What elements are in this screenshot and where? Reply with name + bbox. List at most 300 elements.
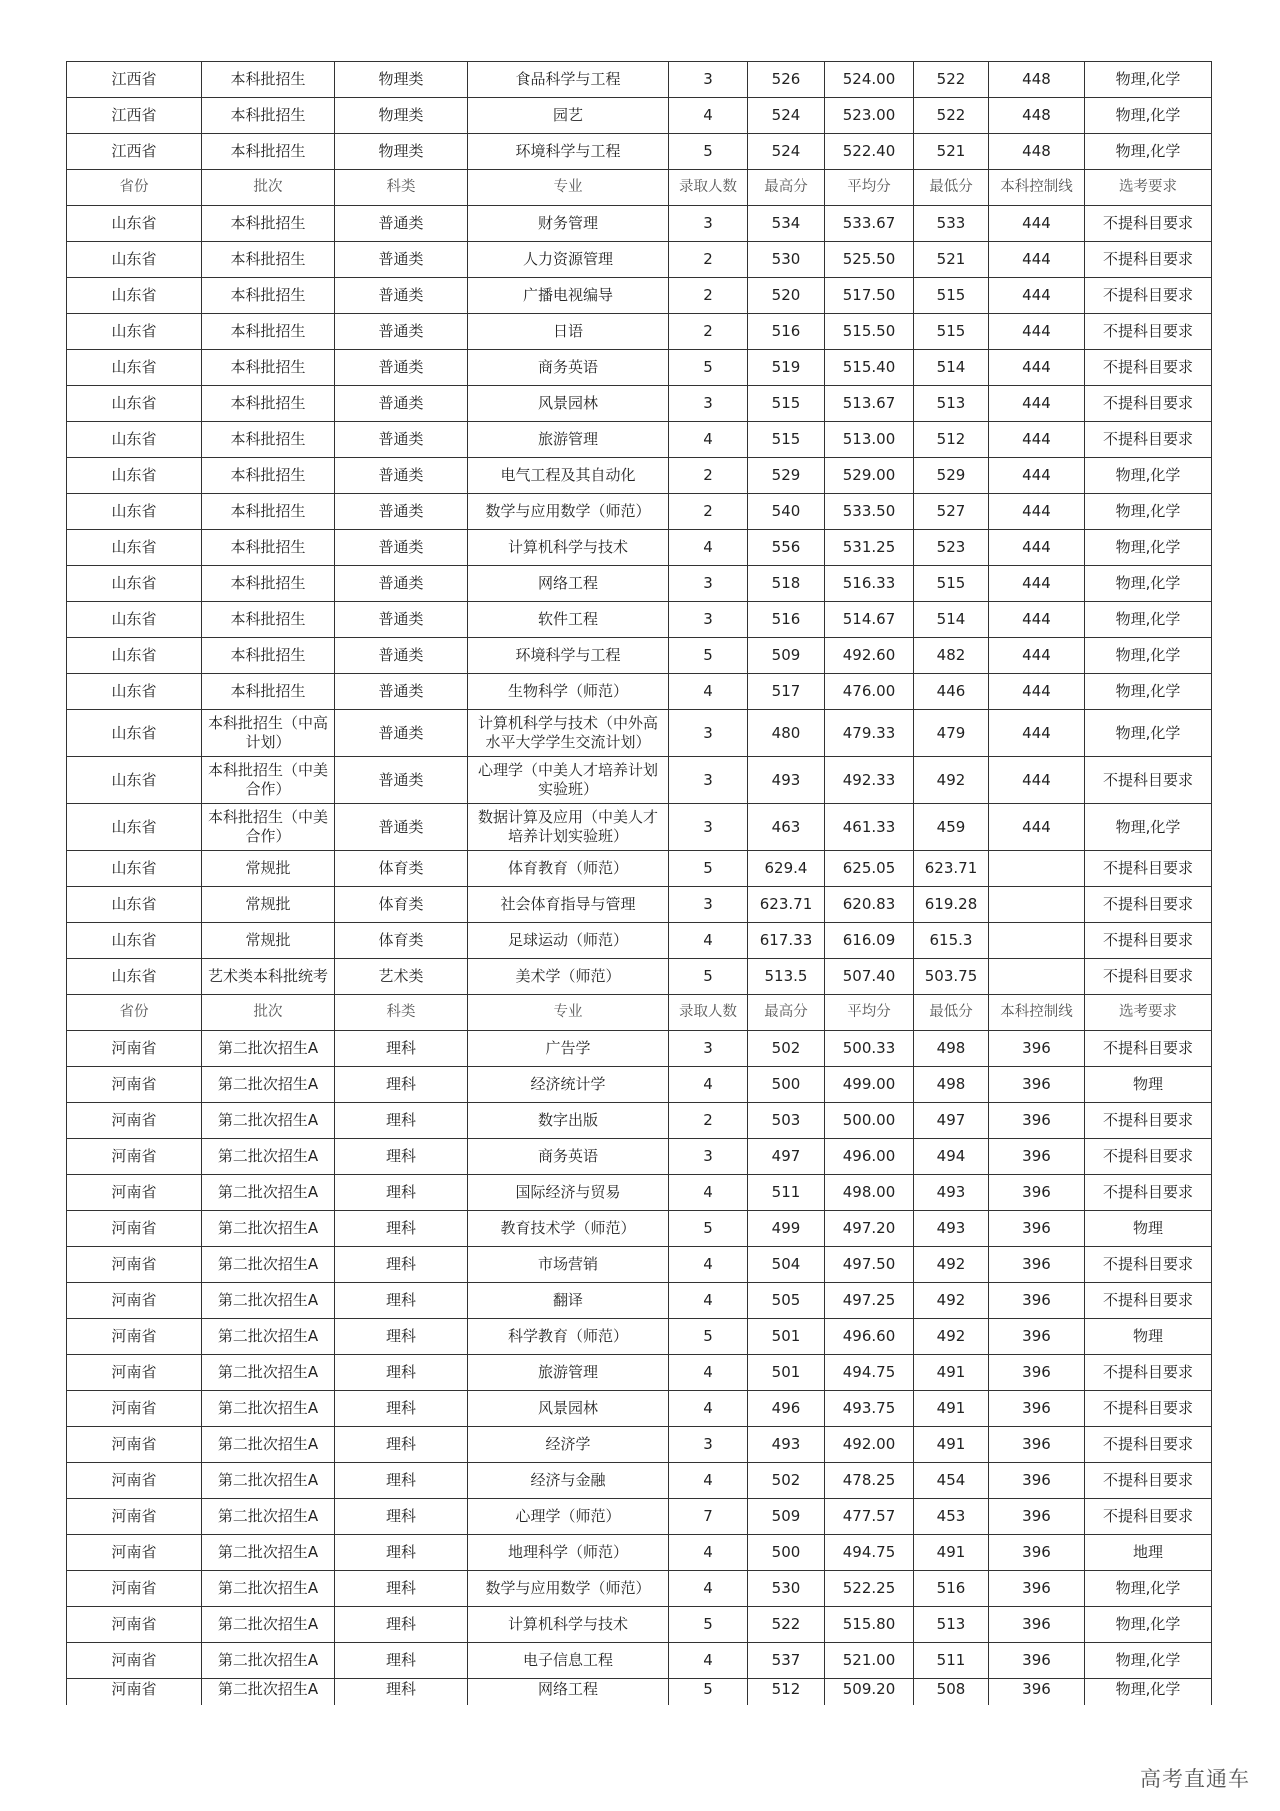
cell-avg-score: 513.00 bbox=[825, 422, 914, 458]
cell-max-score: 503 bbox=[748, 1103, 825, 1139]
cell-min-score: 491 bbox=[914, 1535, 989, 1571]
cell-category: 普通类 bbox=[335, 710, 468, 757]
watermark-text: 高考直通车 bbox=[1140, 1767, 1250, 1791]
table-row bbox=[67, 1319, 1212, 1355]
cell-major: 日语 bbox=[468, 314, 669, 350]
cell-avg-score: 516.33 bbox=[825, 566, 914, 602]
cell-major: 数据计算及应用（中美人才培养计划实验班） bbox=[468, 804, 669, 851]
cell-avg-score: 479.33 bbox=[825, 710, 914, 757]
cell-subject-requirement: 不提科目要求 bbox=[1085, 242, 1212, 278]
cell-category: 理科 bbox=[335, 1067, 468, 1103]
cell-admitted: 4 bbox=[669, 1643, 748, 1679]
cell-major: 市场营销 bbox=[468, 1247, 669, 1283]
cell-admitted: 3 bbox=[669, 386, 748, 422]
cell-admitted: 2 bbox=[669, 494, 748, 530]
cell-batch: 本科批招生（中美合作） bbox=[202, 804, 335, 851]
cell-batch: 本科批招生 bbox=[202, 242, 335, 278]
cell-min-score: 521 bbox=[914, 242, 989, 278]
cell-province: 河南省 bbox=[67, 1247, 202, 1283]
table-row bbox=[67, 959, 1212, 995]
cell-control-line: 396 bbox=[989, 1175, 1085, 1211]
cell-subject-requirement: 不提科目要求 bbox=[1085, 278, 1212, 314]
header-cell-category: 科类 bbox=[335, 170, 468, 206]
cell-category: 普通类 bbox=[335, 757, 468, 804]
cell-province: 河南省 bbox=[67, 1355, 202, 1391]
cell-province: 山东省 bbox=[67, 638, 202, 674]
table-header-row bbox=[67, 995, 1212, 1031]
table-row bbox=[67, 1175, 1212, 1211]
table-row bbox=[67, 134, 1212, 170]
cell-batch: 本科批招生 bbox=[202, 530, 335, 566]
cell-min-score: 493 bbox=[914, 1211, 989, 1247]
cell-subject-requirement: 不提科目要求 bbox=[1085, 1247, 1212, 1283]
cell-admitted: 3 bbox=[669, 1139, 748, 1175]
cell-category: 理科 bbox=[335, 1679, 468, 1705]
cell-category: 理科 bbox=[335, 1607, 468, 1643]
cell-category: 物理类 bbox=[335, 134, 468, 170]
cell-subject-requirement: 物理,化学 bbox=[1085, 674, 1212, 710]
cell-max-score: 516 bbox=[748, 314, 825, 350]
cell-batch: 本科批招生 bbox=[202, 674, 335, 710]
cell-subject-requirement: 物理 bbox=[1085, 1319, 1212, 1355]
cell-control-line: 444 bbox=[989, 278, 1085, 314]
cell-subject-requirement: 物理,化学 bbox=[1085, 458, 1212, 494]
cell-admitted: 4 bbox=[669, 1463, 748, 1499]
cell-admitted: 3 bbox=[669, 206, 748, 242]
cell-batch: 本科批招生 bbox=[202, 602, 335, 638]
cell-category: 理科 bbox=[335, 1427, 468, 1463]
table-row bbox=[67, 1463, 1212, 1499]
cell-batch: 第二批次招生A bbox=[202, 1067, 335, 1103]
cell-min-score: 623.71 bbox=[914, 851, 989, 887]
cell-subject-requirement: 物理,化学 bbox=[1085, 1571, 1212, 1607]
cell-max-score: 500 bbox=[748, 1535, 825, 1571]
cell-admitted: 4 bbox=[669, 1571, 748, 1607]
cell-major: 计算机科学与技术（中外高水平大学学生交流计划） bbox=[468, 710, 669, 757]
cell-major: 风景园林 bbox=[468, 386, 669, 422]
cell-avg-score: 461.33 bbox=[825, 804, 914, 851]
cell-admitted: 4 bbox=[669, 923, 748, 959]
cell-category: 物理类 bbox=[335, 62, 468, 98]
cell-control-line: 396 bbox=[989, 1319, 1085, 1355]
cell-control-line: 396 bbox=[989, 1031, 1085, 1067]
cell-batch: 第二批次招生A bbox=[202, 1103, 335, 1139]
cell-province: 河南省 bbox=[67, 1283, 202, 1319]
cell-min-score: 498 bbox=[914, 1031, 989, 1067]
table-row bbox=[67, 386, 1212, 422]
cell-province: 山东省 bbox=[67, 530, 202, 566]
cell-min-score: 454 bbox=[914, 1463, 989, 1499]
cell-min-score: 453 bbox=[914, 1499, 989, 1535]
cell-max-score: 499 bbox=[748, 1211, 825, 1247]
cell-major: 环境科学与工程 bbox=[468, 638, 669, 674]
cell-max-score: 526 bbox=[748, 62, 825, 98]
table-row bbox=[67, 98, 1212, 134]
cell-control-line: 444 bbox=[989, 566, 1085, 602]
cell-batch: 本科批招生 bbox=[202, 494, 335, 530]
cell-avg-score: 523.00 bbox=[825, 98, 914, 134]
cell-min-score: 459 bbox=[914, 804, 989, 851]
cell-category: 普通类 bbox=[335, 422, 468, 458]
cell-category: 理科 bbox=[335, 1139, 468, 1175]
cell-max-score: 524 bbox=[748, 134, 825, 170]
cell-subject-requirement: 物理,化学 bbox=[1085, 134, 1212, 170]
cell-min-score: 522 bbox=[914, 98, 989, 134]
cell-control-line: 448 bbox=[989, 62, 1085, 98]
cell-max-score: 509 bbox=[748, 1499, 825, 1535]
table-row bbox=[67, 1247, 1212, 1283]
header-cell-subject-requirement: 选考要求 bbox=[1085, 170, 1212, 206]
cell-max-score: 534 bbox=[748, 206, 825, 242]
cell-control-line: 396 bbox=[989, 1067, 1085, 1103]
cell-max-score: 502 bbox=[748, 1031, 825, 1067]
cell-min-score: 615.3 bbox=[914, 923, 989, 959]
cell-control-line: 396 bbox=[989, 1211, 1085, 1247]
cell-avg-score: 498.00 bbox=[825, 1175, 914, 1211]
cell-batch: 第二批次招生A bbox=[202, 1535, 335, 1571]
cell-control-line: 396 bbox=[989, 1139, 1085, 1175]
table-row bbox=[67, 242, 1212, 278]
cell-batch: 本科批招生（中高计划） bbox=[202, 710, 335, 757]
cell-category: 体育类 bbox=[335, 887, 468, 923]
cell-admitted: 3 bbox=[669, 710, 748, 757]
cell-avg-score: 616.09 bbox=[825, 923, 914, 959]
table-row bbox=[67, 278, 1212, 314]
cell-major: 教育技术学（师范） bbox=[468, 1211, 669, 1247]
cell-category: 普通类 bbox=[335, 530, 468, 566]
cell-admitted: 3 bbox=[669, 602, 748, 638]
cell-max-score: 516 bbox=[748, 602, 825, 638]
cell-batch: 本科批招生 bbox=[202, 386, 335, 422]
cell-batch: 第二批次招生A bbox=[202, 1211, 335, 1247]
cell-admitted: 7 bbox=[669, 1499, 748, 1535]
cell-province: 河南省 bbox=[67, 1031, 202, 1067]
cell-batch: 第二批次招生A bbox=[202, 1463, 335, 1499]
cell-avg-score: 522.40 bbox=[825, 134, 914, 170]
cell-control-line: 444 bbox=[989, 602, 1085, 638]
cell-max-score: 463 bbox=[748, 804, 825, 851]
cell-subject-requirement: 不提科目要求 bbox=[1085, 1283, 1212, 1319]
cell-province: 山东省 bbox=[67, 314, 202, 350]
cell-batch: 本科批招生 bbox=[202, 98, 335, 134]
cell-avg-score: 509.20 bbox=[825, 1679, 914, 1705]
cell-batch: 第二批次招生A bbox=[202, 1247, 335, 1283]
cell-avg-score: 521.00 bbox=[825, 1643, 914, 1679]
cell-avg-score: 517.50 bbox=[825, 278, 914, 314]
cell-batch: 艺术类本科批统考 bbox=[202, 959, 335, 995]
cell-admitted: 4 bbox=[669, 1175, 748, 1211]
header-cell-admitted: 录取人数 bbox=[669, 170, 748, 206]
cell-subject-requirement: 不提科目要求 bbox=[1085, 887, 1212, 923]
cell-avg-score: 478.25 bbox=[825, 1463, 914, 1499]
cell-category: 普通类 bbox=[335, 674, 468, 710]
cell-avg-score: 533.67 bbox=[825, 206, 914, 242]
table-row bbox=[67, 1427, 1212, 1463]
cell-major: 网络工程 bbox=[468, 1679, 669, 1705]
table-row bbox=[67, 1643, 1212, 1679]
cell-province: 山东省 bbox=[67, 887, 202, 923]
cell-admitted: 3 bbox=[669, 1031, 748, 1067]
cell-major: 数学与应用数学（师范） bbox=[468, 494, 669, 530]
cell-batch: 第二批次招生A bbox=[202, 1607, 335, 1643]
cell-max-score: 511 bbox=[748, 1175, 825, 1211]
cell-subject-requirement: 物理,化学 bbox=[1085, 1607, 1212, 1643]
cell-min-score: 529 bbox=[914, 458, 989, 494]
cell-min-score: 516 bbox=[914, 1571, 989, 1607]
cell-avg-score: 625.05 bbox=[825, 851, 914, 887]
cell-category: 理科 bbox=[335, 1031, 468, 1067]
cell-batch: 本科批招生 bbox=[202, 350, 335, 386]
cell-min-score: 511 bbox=[914, 1643, 989, 1679]
cell-control-line bbox=[989, 851, 1085, 887]
cell-admitted: 2 bbox=[669, 314, 748, 350]
cell-min-score: 491 bbox=[914, 1427, 989, 1463]
cell-major: 人力资源管理 bbox=[468, 242, 669, 278]
cell-admitted: 4 bbox=[669, 1247, 748, 1283]
cell-admitted: 5 bbox=[669, 851, 748, 887]
cell-subject-requirement: 物理,化学 bbox=[1085, 98, 1212, 134]
table-row bbox=[67, 1283, 1212, 1319]
cell-min-score: 491 bbox=[914, 1355, 989, 1391]
cell-subject-requirement: 不提科目要求 bbox=[1085, 350, 1212, 386]
cell-major: 数学与应用数学（师范） bbox=[468, 1571, 669, 1607]
cell-province: 河南省 bbox=[67, 1139, 202, 1175]
header-cell-batch: 批次 bbox=[202, 995, 335, 1031]
cell-major: 经济统计学 bbox=[468, 1067, 669, 1103]
cell-subject-requirement: 不提科目要求 bbox=[1085, 314, 1212, 350]
header-cell-control-line: 本科控制线 bbox=[989, 995, 1085, 1031]
cell-major: 软件工程 bbox=[468, 602, 669, 638]
cell-control-line: 396 bbox=[989, 1679, 1085, 1705]
cell-major: 园艺 bbox=[468, 98, 669, 134]
cell-province: 山东省 bbox=[67, 923, 202, 959]
cell-category: 理科 bbox=[335, 1643, 468, 1679]
cell-category: 体育类 bbox=[335, 851, 468, 887]
cell-avg-score: 497.20 bbox=[825, 1211, 914, 1247]
cell-major: 翻译 bbox=[468, 1283, 669, 1319]
cell-subject-requirement: 物理,化学 bbox=[1085, 1643, 1212, 1679]
cell-max-score: 629.4 bbox=[748, 851, 825, 887]
cell-min-score: 479 bbox=[914, 710, 989, 757]
cell-avg-score: 507.40 bbox=[825, 959, 914, 995]
cell-avg-score: 515.80 bbox=[825, 1607, 914, 1643]
cell-avg-score: 529.00 bbox=[825, 458, 914, 494]
cell-control-line: 396 bbox=[989, 1247, 1085, 1283]
cell-control-line: 396 bbox=[989, 1103, 1085, 1139]
cell-batch: 第二批次招生A bbox=[202, 1355, 335, 1391]
cell-province: 河南省 bbox=[67, 1103, 202, 1139]
table-row bbox=[67, 602, 1212, 638]
table-row bbox=[67, 1535, 1212, 1571]
cell-subject-requirement: 不提科目要求 bbox=[1085, 422, 1212, 458]
cell-min-score: 533 bbox=[914, 206, 989, 242]
cell-batch: 第二批次招生A bbox=[202, 1679, 335, 1705]
cell-batch: 第二批次招生A bbox=[202, 1031, 335, 1067]
cell-batch: 本科批招生 bbox=[202, 314, 335, 350]
cell-control-line: 396 bbox=[989, 1571, 1085, 1607]
table-row bbox=[67, 1499, 1212, 1535]
cell-subject-requirement: 不提科目要求 bbox=[1085, 206, 1212, 242]
cell-province: 山东省 bbox=[67, 757, 202, 804]
table-row bbox=[67, 62, 1212, 98]
cell-control-line: 396 bbox=[989, 1391, 1085, 1427]
cell-max-score: 500 bbox=[748, 1067, 825, 1103]
cell-subject-requirement: 物理,化学 bbox=[1085, 566, 1212, 602]
cell-admitted: 2 bbox=[669, 278, 748, 314]
cell-province: 河南省 bbox=[67, 1679, 202, 1705]
cell-major: 电子信息工程 bbox=[468, 1643, 669, 1679]
cell-category: 理科 bbox=[335, 1571, 468, 1607]
cell-major: 商务英语 bbox=[468, 350, 669, 386]
cell-subject-requirement: 不提科目要求 bbox=[1085, 1499, 1212, 1535]
cell-province: 山东省 bbox=[67, 674, 202, 710]
cell-admitted: 5 bbox=[669, 959, 748, 995]
cell-control-line: 444 bbox=[989, 804, 1085, 851]
cell-max-score: 617.33 bbox=[748, 923, 825, 959]
cell-major: 体育教育（师范） bbox=[468, 851, 669, 887]
cell-batch: 第二批次招生A bbox=[202, 1427, 335, 1463]
cell-province: 山东省 bbox=[67, 851, 202, 887]
cell-control-line: 444 bbox=[989, 494, 1085, 530]
cell-major: 经济学 bbox=[468, 1427, 669, 1463]
cell-admitted: 2 bbox=[669, 242, 748, 278]
table-row bbox=[67, 710, 1212, 757]
cell-category: 普通类 bbox=[335, 350, 468, 386]
cell-admitted: 5 bbox=[669, 350, 748, 386]
header-cell-max-score: 最高分 bbox=[748, 170, 825, 206]
table-row bbox=[67, 1103, 1212, 1139]
cell-subject-requirement: 物理,化学 bbox=[1085, 530, 1212, 566]
cell-control-line: 396 bbox=[989, 1499, 1085, 1535]
cell-avg-score: 500.00 bbox=[825, 1103, 914, 1139]
cell-admitted: 4 bbox=[669, 530, 748, 566]
cell-admitted: 3 bbox=[669, 566, 748, 602]
cell-avg-score: 533.50 bbox=[825, 494, 914, 530]
cell-max-score: 540 bbox=[748, 494, 825, 530]
cell-control-line: 396 bbox=[989, 1283, 1085, 1319]
cell-admitted: 3 bbox=[669, 757, 748, 804]
cell-province: 河南省 bbox=[67, 1571, 202, 1607]
cell-control-line: 444 bbox=[989, 206, 1085, 242]
cell-subject-requirement: 不提科目要求 bbox=[1085, 1031, 1212, 1067]
cell-control-line: 444 bbox=[989, 757, 1085, 804]
cell-major: 旅游管理 bbox=[468, 1355, 669, 1391]
table-row bbox=[67, 494, 1212, 530]
cell-max-score: 537 bbox=[748, 1643, 825, 1679]
cell-max-score: 556 bbox=[748, 530, 825, 566]
cell-batch: 第二批次招生A bbox=[202, 1499, 335, 1535]
cell-major: 风景园林 bbox=[468, 1391, 669, 1427]
cell-subject-requirement: 物理,化学 bbox=[1085, 62, 1212, 98]
table-header-row bbox=[67, 170, 1212, 206]
cell-category: 艺术类 bbox=[335, 959, 468, 995]
cell-subject-requirement: 不提科目要求 bbox=[1085, 1463, 1212, 1499]
header-cell-max-score: 最高分 bbox=[748, 995, 825, 1031]
cell-category: 普通类 bbox=[335, 386, 468, 422]
header-cell-major: 专业 bbox=[468, 995, 669, 1031]
cell-major: 数字出版 bbox=[468, 1103, 669, 1139]
cell-subject-requirement: 物理,化学 bbox=[1085, 602, 1212, 638]
cell-avg-score: 492.60 bbox=[825, 638, 914, 674]
table-row bbox=[67, 1571, 1212, 1607]
cell-province: 山东省 bbox=[67, 458, 202, 494]
cell-batch: 本科批招生（中美合作） bbox=[202, 757, 335, 804]
cell-subject-requirement: 物理,化学 bbox=[1085, 638, 1212, 674]
cell-province: 河南省 bbox=[67, 1067, 202, 1103]
cell-province: 江西省 bbox=[67, 62, 202, 98]
table-row bbox=[67, 1139, 1212, 1175]
table-row bbox=[67, 851, 1212, 887]
cell-min-score: 515 bbox=[914, 566, 989, 602]
cell-max-score: 518 bbox=[748, 566, 825, 602]
cell-control-line: 444 bbox=[989, 638, 1085, 674]
cell-batch: 第二批次招生A bbox=[202, 1175, 335, 1211]
cell-province: 山东省 bbox=[67, 422, 202, 458]
cell-min-score: 523 bbox=[914, 530, 989, 566]
cell-avg-score: 525.50 bbox=[825, 242, 914, 278]
header-cell-subject-requirement: 选考要求 bbox=[1085, 995, 1212, 1031]
cell-province: 江西省 bbox=[67, 134, 202, 170]
cell-avg-score: 497.25 bbox=[825, 1283, 914, 1319]
cell-subject-requirement: 不提科目要求 bbox=[1085, 1175, 1212, 1211]
cell-control-line: 444 bbox=[989, 422, 1085, 458]
cell-major: 食品科学与工程 bbox=[468, 62, 669, 98]
cell-category: 理科 bbox=[335, 1283, 468, 1319]
cell-province: 河南省 bbox=[67, 1607, 202, 1643]
cell-control-line: 396 bbox=[989, 1355, 1085, 1391]
cell-major: 地理科学（师范） bbox=[468, 1535, 669, 1571]
cell-control-line: 444 bbox=[989, 674, 1085, 710]
cell-admitted: 2 bbox=[669, 458, 748, 494]
cell-major: 广告学 bbox=[468, 1031, 669, 1067]
cell-batch: 本科批招生 bbox=[202, 278, 335, 314]
table-row bbox=[67, 1067, 1212, 1103]
cell-category: 普通类 bbox=[335, 242, 468, 278]
cell-batch: 常规批 bbox=[202, 923, 335, 959]
header-cell-province: 省份 bbox=[67, 170, 202, 206]
cell-subject-requirement: 地理 bbox=[1085, 1535, 1212, 1571]
cell-avg-score: 497.50 bbox=[825, 1247, 914, 1283]
cell-min-score: 503.75 bbox=[914, 959, 989, 995]
cell-avg-score: 513.67 bbox=[825, 386, 914, 422]
cell-admitted: 3 bbox=[669, 804, 748, 851]
table-row bbox=[67, 757, 1212, 804]
cell-category: 普通类 bbox=[335, 638, 468, 674]
cell-avg-score: 499.00 bbox=[825, 1067, 914, 1103]
cell-max-score: 520 bbox=[748, 278, 825, 314]
cell-avg-score: 493.75 bbox=[825, 1391, 914, 1427]
cell-min-score: 513 bbox=[914, 386, 989, 422]
cell-subject-requirement: 不提科目要求 bbox=[1085, 757, 1212, 804]
cell-category: 普通类 bbox=[335, 804, 468, 851]
cell-subject-requirement: 不提科目要求 bbox=[1085, 1391, 1212, 1427]
cell-major: 商务英语 bbox=[468, 1139, 669, 1175]
cell-max-score: 515 bbox=[748, 386, 825, 422]
header-cell-category: 科类 bbox=[335, 995, 468, 1031]
cell-category: 理科 bbox=[335, 1499, 468, 1535]
cell-province: 山东省 bbox=[67, 494, 202, 530]
cell-min-score: 498 bbox=[914, 1067, 989, 1103]
cell-subject-requirement: 不提科目要求 bbox=[1085, 1103, 1212, 1139]
cell-major: 计算机科学与技术 bbox=[468, 530, 669, 566]
cell-min-score: 515 bbox=[914, 278, 989, 314]
cell-subject-requirement: 物理,化学 bbox=[1085, 494, 1212, 530]
cell-admitted: 4 bbox=[669, 1535, 748, 1571]
cell-avg-score: 496.60 bbox=[825, 1319, 914, 1355]
cell-subject-requirement: 不提科目要求 bbox=[1085, 1427, 1212, 1463]
cell-subject-requirement: 不提科目要求 bbox=[1085, 386, 1212, 422]
cell-subject-requirement: 不提科目要求 bbox=[1085, 851, 1212, 887]
